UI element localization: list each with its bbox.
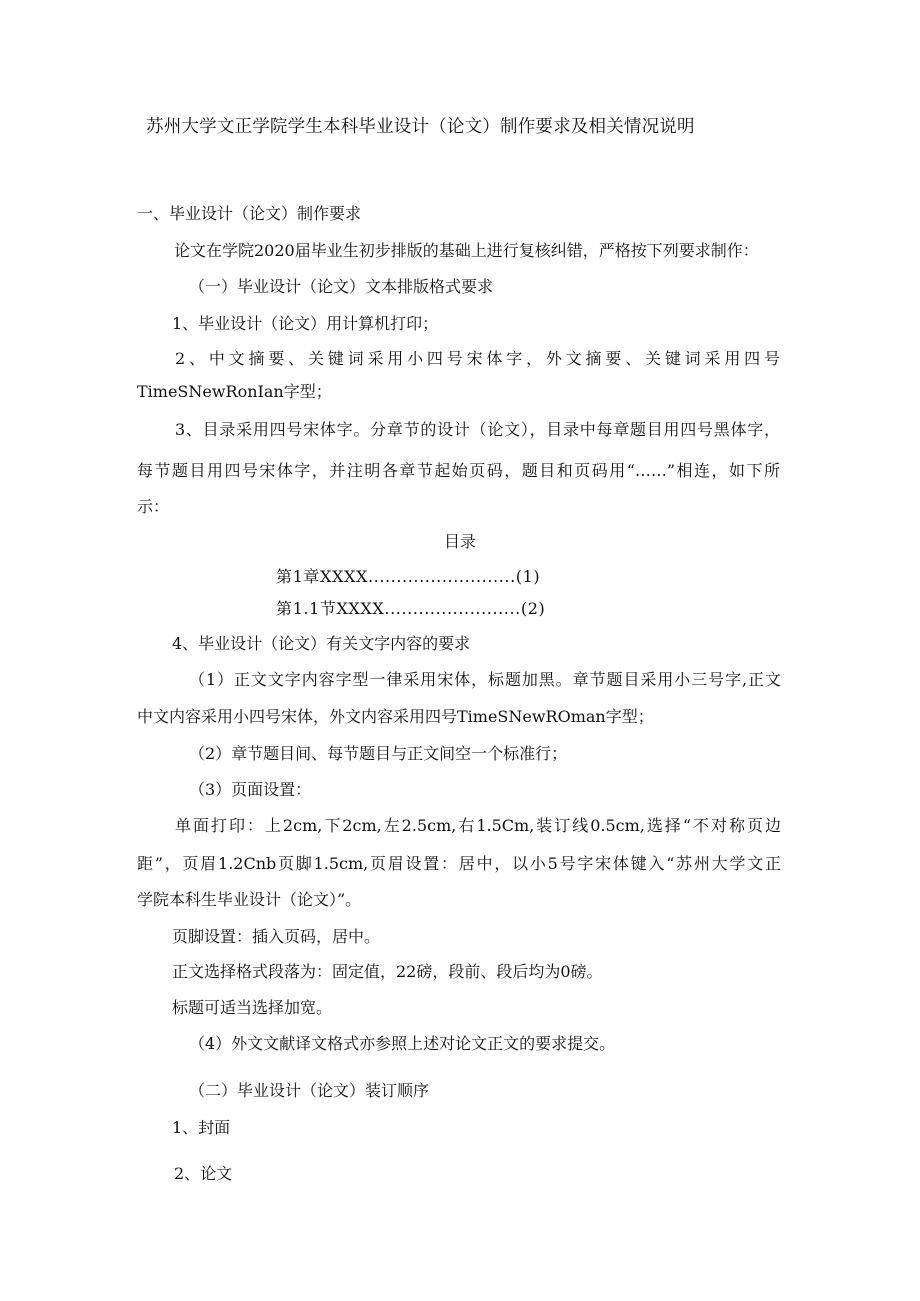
toc-entry: 第1.1节XXXX........................(2) <box>276 599 546 618</box>
paragraph: （2）章节题目间、每节题目与正文间空一个标准行； <box>189 744 568 763</box>
paragraph: 标题可适当选择加宽。 <box>172 998 333 1017</box>
subsection-heading: （一）毕业设计（论文）文本排版格式要求 <box>189 277 494 296</box>
paragraph: （3）页面设置： <box>189 780 312 799</box>
list-item-line: 3、目录采用四号宋体字。分章节的设计（论文），目录中每章题目用四号黑体字， <box>175 420 780 439</box>
section-heading: 一、毕业设计（论文）制作要求 <box>137 204 362 223</box>
list-item-line: 示： <box>137 497 170 516</box>
subsection-heading: （二）毕业设计（论文）装订顺序 <box>189 1081 430 1100</box>
toc-entry: 第1章XXXX..........................(1) <box>276 567 541 586</box>
list-item-line: 每节题目用四号宋体字，并注明各章节起始页码，题目和页码用“……”相连，如下所 <box>137 461 780 480</box>
paragraph: 正文选择格式段落为：固定值，22磅，段前、段后均为0磅。 <box>172 962 603 981</box>
paragraph-line: 中文内容采用小四号宋体，外文内容采用四号TimeSNewROman字型； <box>137 707 654 726</box>
list-item: 2、论文 <box>174 1164 233 1183</box>
list-item: 1、毕业设计（论文）用计算机打印； <box>172 314 439 333</box>
list-item: 1、封面 <box>172 1118 231 1137</box>
list-item-line: TimeSNewRonIan字型； <box>137 382 332 401</box>
paragraph-line: 距”，页眉1.2Cnb页脚1.5cm,页眉设置：居中，以小5号字宋体键入“苏州大学文正 <box>137 854 781 873</box>
paragraph: 页脚设置：插入页码，居中。 <box>172 927 381 946</box>
intro-paragraph: 论文在学院2020届毕业生初步排版的基础上进行复核纠错，严格按下列要求制作： <box>174 241 759 260</box>
document-title: 苏州大学文正学院学生本科毕业设计（论文）制作要求及相关情况说明 <box>146 117 695 137</box>
paragraph: （4）外文文献译文格式亦参照上述对论文正文的要求提交。 <box>189 1034 616 1053</box>
paragraph-line: 单面打印：上2cm,下2cm,左2.5cm,右1.5Cm,装订线0.5cm,选择“不对称页边 <box>175 816 781 835</box>
toc-title: 目录 <box>444 532 477 551</box>
list-item-line: 2、中文摘要、关键词采用小四号宋体字，外文摘要、关键词采用四号 <box>175 349 780 368</box>
paragraph-line: （1）正文文字内容字型一律采用宋体，标题加黑。章节题目采用小三号字,正文 <box>189 670 781 689</box>
list-item: 4、毕业设计（论文）有关文字内容的要求 <box>172 634 471 653</box>
paragraph-line: 学院本科生毕业设计（论文）”。 <box>137 890 362 909</box>
